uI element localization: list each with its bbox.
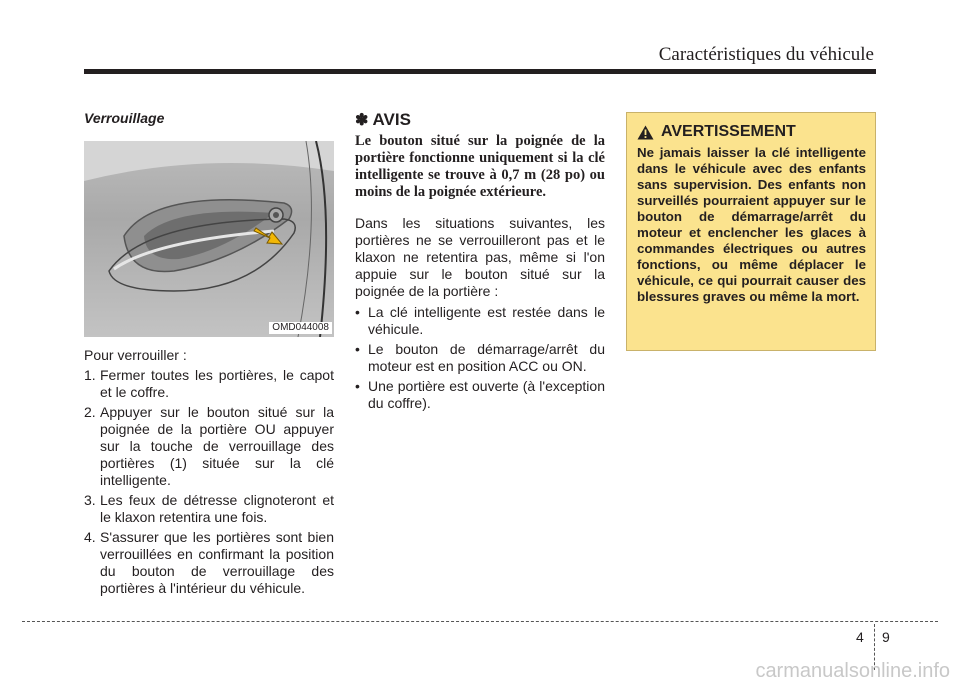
door-handle-illustration: [84, 141, 334, 337]
warning-triangle-icon: [637, 125, 654, 140]
page-header-title: Caractéristiques du véhicule: [658, 44, 874, 65]
footer-rule: [22, 621, 938, 622]
figure-code-label: OMD044008: [269, 322, 332, 334]
list-item: • Le bouton de démarrage/arrêt du moteur est en position ACC ou ON.: [355, 341, 605, 374]
door-handle-figure: [84, 141, 334, 337]
section-heading: Verrouillage: [84, 110, 165, 126]
chapter-number: 4: [856, 629, 864, 645]
avis-title: AVIS: [372, 110, 411, 129]
list-item: • Une portière est ouverte (à l'exception du coffre).: [355, 378, 605, 411]
avis-bullet-list: [355, 304, 605, 412]
page-number: 9: [882, 629, 890, 645]
list-item: 3. Les feux de détresse clignoteront et le klaxon retentira une fois.: [84, 492, 334, 525]
asterisk-icon: ✽: [355, 112, 369, 129]
middle-column: [355, 110, 605, 412]
intro-text: Pour verrouiller :: [84, 347, 187, 363]
warning-text: Ne jamais laisser la clé intelligente dans le véhicule avec des enfants sans supervision. Des enfants non surveillés pourraient appuyer sur le bouton de démarrage/arrêt du moteur et enclencher les glaces à commandes électriques ou autres fonctions, ou même déplacer le véhicule, ce qui pourrait causer des blessures graves ou même la mort.: [637, 145, 866, 304]
avis-heading: [355, 110, 605, 131]
steps-list: [84, 367, 334, 597]
watermark: carmanualsonline.info: [755, 660, 950, 682]
list-item: • La clé intelligente est restée dans le véhicule.: [355, 304, 605, 337]
list-item: 2. Appuyer sur le bouton situé sur la poignée de la portière OU appuyer sur la touche de verrouillage des portières (1) située sur la clé intelligente.: [84, 404, 334, 488]
list-item: 4. S'assurer que les portières sont bien verrouillées en confirmant la position du bouton de verrouillage des portières à l'intérieur du véhicule.: [84, 529, 334, 596]
left-column: [84, 110, 334, 597]
avis-text: Dans les situations suivantes, les portières ne se verrouilleront pas et le klaxon ne retentira pas, même si l'on appuie sur le bouton situé sur la poignée de la portière :: [355, 215, 605, 299]
avis-bold-text: Le bouton situé sur la poignée de la portière fonctionne uniquement si la clé intelligente se trouve à 0,7 m (28 po) ou moins de la poignée extérieure.: [355, 133, 605, 200]
warning-heading: [637, 123, 866, 141]
warning-title: AVERTISSEMENT: [661, 123, 796, 140]
warning-box: [626, 112, 876, 351]
list-item: 1. Fermer toutes les portières, le capot et le coffre.: [84, 367, 334, 400]
header-rule: [84, 69, 876, 74]
